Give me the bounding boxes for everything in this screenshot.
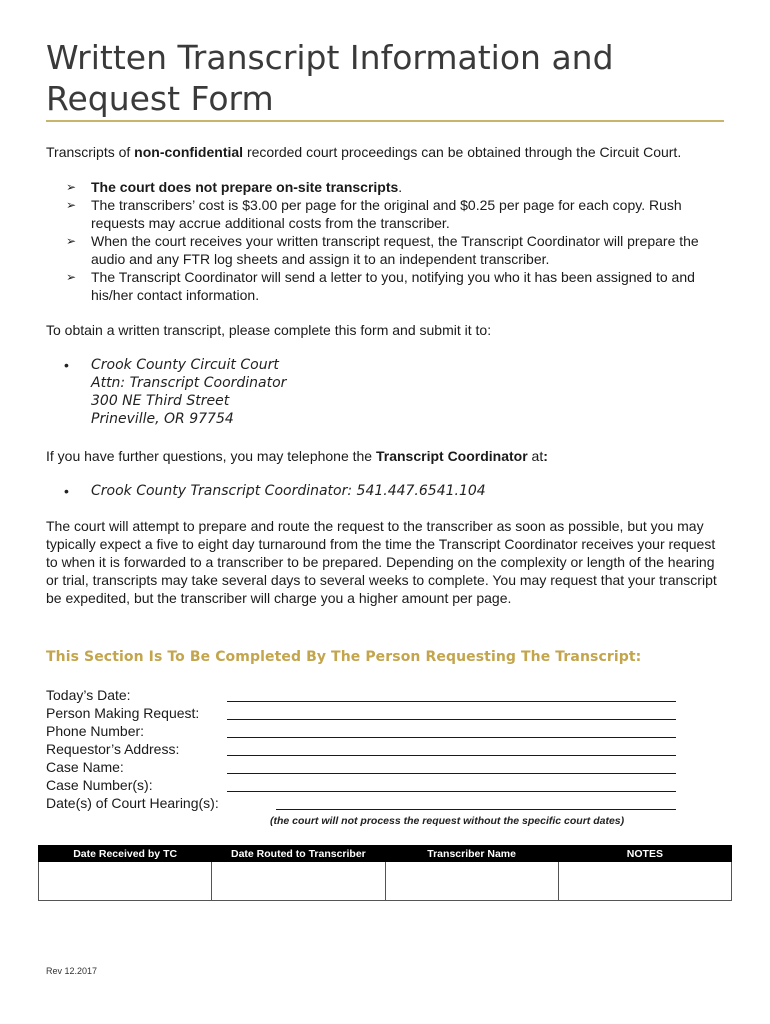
info-bullet-list — [66, 178, 726, 304]
questions-text-pre: If you have further questions, you may telephone the — [46, 448, 376, 464]
hearing-dates-note: (the court will not process the request without the specific court dates) — [270, 815, 625, 827]
mailing-address — [64, 356, 286, 428]
bullet-item — [66, 178, 726, 196]
phone-number-field[interactable] — [227, 737, 676, 738]
address-line-4: Prineville, OR 97754 — [91, 411, 234, 427]
intro-text-post: recorded court proceedings can be obtained through the Circuit Court. — [243, 144, 682, 160]
questions-paragraph — [46, 447, 726, 465]
bullet-item — [66, 196, 726, 232]
form-row-hearing-dates — [46, 794, 676, 812]
questions-colon: : — [543, 448, 548, 464]
date-received-cell[interactable] — [39, 862, 212, 901]
case-name-field[interactable] — [227, 773, 676, 774]
coordinator-contact — [64, 482, 486, 500]
address-line — [64, 392, 286, 410]
field-label: Case Name: — [46, 759, 124, 775]
form-row-case-name — [46, 758, 676, 776]
field-label: Person Making Request: — [46, 705, 200, 721]
arrow-bullet-icon: ➢ — [66, 234, 77, 248]
bullet-dot-icon: • — [64, 357, 69, 373]
revision-label: Rev 12.2017 — [46, 966, 98, 976]
hearing-dates-field[interactable] — [276, 809, 676, 810]
transcriber-name-cell[interactable] — [385, 862, 558, 901]
bullet-suffix: . — [398, 179, 403, 195]
coordinator-phone: Crook County Transcript Coordinator: 541.447.6541.104 — [91, 483, 486, 499]
questions-text-bold: Transcript Coordinator — [375, 448, 528, 464]
field-label: Today’s Date: — [46, 687, 131, 703]
form-row-case-number — [46, 776, 676, 794]
arrow-bullet-icon: ➢ — [66, 198, 77, 212]
bullet-text: When the court receives your written transcript request, the Transcript Coordinator will prepare the audio and any FTR log sheets and assign it to an independent transcriber. — [91, 233, 699, 267]
notes-cell[interactable] — [558, 862, 731, 901]
col-transcriber-name: Transcriber Name — [385, 846, 558, 862]
turnaround-paragraph: The court will attempt to prepare and route the request to the transcriber as soon as possible, but you may typically expect a five to eight day turnaround from the time the Transcript Coordinator receives your request to when it is forwarded to a transcriber to be prepared. Depending on the complexity or length of the hearing or trial, transcripts may take several days to several weeks to complete. You may request that your transcript be expedited, but the transcriber will charge you a higher amount per page. — [46, 518, 717, 606]
intro-text-bold: non-confidential — [134, 144, 244, 160]
form-row-todays-date — [46, 686, 676, 704]
date-routed-cell[interactable] — [212, 862, 385, 901]
bullet-item — [66, 268, 726, 304]
person-making-request-field[interactable] — [227, 719, 676, 720]
intro-paragraph — [46, 143, 716, 161]
field-label: Case Number(s): — [46, 777, 153, 793]
questions-text-post: at — [527, 448, 544, 464]
section-heading: This Section Is To Be Completed By The Person Requesting The Transcript: — [46, 649, 642, 665]
arrow-bullet-icon: ➢ — [66, 270, 77, 284]
field-label: Phone Number: — [46, 723, 145, 739]
form-title: Written Transcript Information and Request Form — [46, 38, 614, 118]
table-row — [39, 862, 732, 901]
bullet-text: The transcribers’ cost is $3.00 per page for the original and $0.25 per page for each copy. Rush requests may accrue additional costs from the transcriber. — [91, 197, 682, 231]
form-row-address — [46, 740, 676, 758]
coordinator-contact-list — [64, 482, 486, 500]
case-number-field[interactable] — [227, 791, 676, 792]
bullet-item — [66, 232, 726, 268]
address-line-2: Attn: Transcript Coordinator — [91, 375, 287, 391]
address-line-1: Crook County Circuit Court — [91, 357, 279, 373]
col-date-routed: Date Routed to Transcriber — [212, 846, 385, 862]
address-line-3: 300 NE Third Street — [91, 393, 230, 409]
col-date-received: Date Received by TC — [39, 846, 212, 862]
col-notes: NOTES — [558, 846, 731, 862]
form-row-phone — [46, 722, 676, 740]
address-line — [64, 374, 286, 392]
bullet-dot-icon: • — [64, 483, 69, 499]
field-label: Date(s) of Court Hearing(s): — [46, 795, 219, 811]
intro-text-pre: Transcripts of — [46, 144, 135, 160]
bullet-text: The court does not prepare on-site transcripts — [91, 179, 399, 195]
address-line — [64, 410, 286, 428]
bullet-text: The Transcript Coordinator will send a letter to you, notifying you who it has been assigned to and his/her contact information. — [91, 269, 695, 303]
requestor-address-field[interactable] — [227, 755, 676, 756]
form-row-person — [46, 704, 676, 722]
arrow-bullet-icon: ➢ — [66, 180, 77, 194]
obtain-instructions: To obtain a written transcript, please complete this form and submit it to: — [46, 322, 492, 338]
address-line — [64, 356, 286, 374]
title-divider — [46, 120, 724, 122]
todays-date-field[interactable] — [227, 701, 676, 702]
field-label: Requestor’s Address: — [46, 741, 180, 757]
office-use-table — [38, 845, 732, 901]
request-form — [46, 686, 676, 812]
